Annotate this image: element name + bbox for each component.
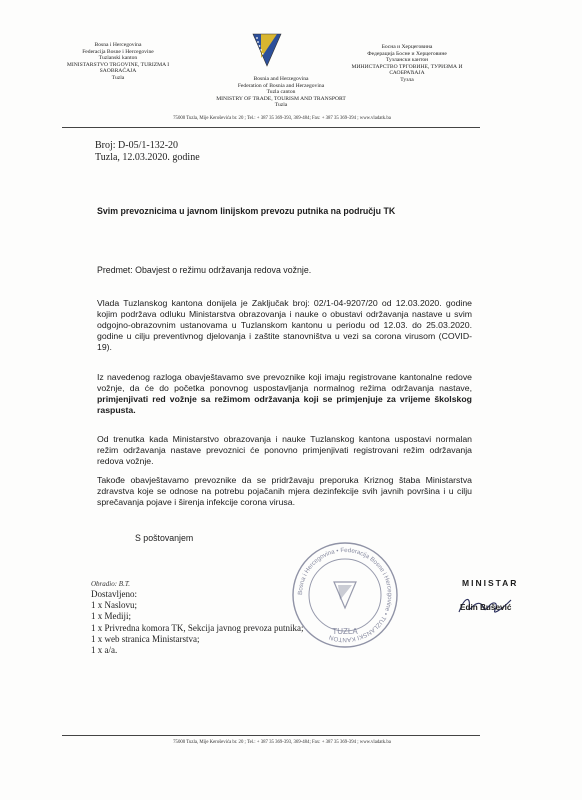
distribution-list xyxy=(91,589,304,656)
processed-by: Obradio: B.T. xyxy=(91,580,130,588)
footer-divider xyxy=(62,735,480,736)
distribution-heading: Dostavljeno: xyxy=(91,589,137,599)
header-left-line: MINISTARSTVO TRGOVINE, TURIZMA I SAOBRAĆAJA xyxy=(66,61,170,75)
stamp-ring-text: Bosna i Hercegovina • Federacija Bosne i Hercegovine • TUZLANSKI KANTON xyxy=(296,546,394,644)
closing-regards: S poštovanjem xyxy=(135,533,194,543)
header-left-line: Tuzlanski kanton xyxy=(98,55,138,62)
official-stamp xyxy=(290,540,400,650)
body-paragraph-2-text: Iz navedenog razloga obavještavamo sve prevoznike koji imaju registrovane kantonalne redove vožnje, da će do početka ponovnog uspostavljanja normalnog režima održavanja nastave, xyxy=(97,372,472,393)
header-right-line: Федерација Босне и Херцеговине xyxy=(367,50,447,57)
distribution-item: 1 x web stranica Ministarstva; xyxy=(91,633,200,644)
distribution-item: 1 x a/a. xyxy=(91,645,118,656)
header-divider xyxy=(62,127,480,128)
body-paragraph-2 xyxy=(97,372,472,416)
distribution-item: 1 x Mediji; xyxy=(91,611,131,622)
header-right-line: Тузла xyxy=(400,76,414,83)
body-paragraph-3: Od trenutka kada Ministarstvo obrazovanja i nauke Tuzlanskog kantona uspostavi normalan režim održavanja nastave prevoznici će ponovno primjenjivati registrovani režim održavanja redova vožnje. xyxy=(97,434,472,466)
header-right-block xyxy=(336,44,478,84)
stamp-city: TUZLA xyxy=(332,627,358,636)
distribution-item: 1 x Privredna komora TK, Sekcija javnog prevoza putnika; xyxy=(91,622,304,633)
recipient-line: Svim prevoznicima u javnom linijskom prevozu putnika na području TK xyxy=(97,206,396,216)
distribution-item: 1 x Naslovu; xyxy=(91,600,137,611)
body-paragraph-4: Takođe obavještavamo prevoznike da se pridržavaju preporuka Kriznog štaba Ministarstva zdravstva koje se odnose na potrebu pojačanih mjera dezinfekcije svih javnih površina i u cilju sprečavanja pojave i širenja infekcije corona virusa. xyxy=(97,475,472,507)
subject-line: Predmet: Obavjest o režimu održavanja redova vožnje. xyxy=(97,265,312,275)
header-center-line: Bosnia and Herzegovina xyxy=(253,76,309,82)
reference-date: Tuzla, 12.03.2020. godine xyxy=(95,152,200,163)
footer-address: 75000 Tuzla, Mije Keroševića br. 20 ; Tel.: + 387 35 369-393, 369-484; Fax: + 387 35 369-394 ; www.vladatk.ba xyxy=(173,740,391,745)
body-paragraph-1: Vlada Tuzlanskog kantona donijela je Zaključak broj: 02/1-04-9207/20 od 12.03.2020. godine kojim podržava odluku Ministarstva obrazovanja i nauke o obustavi održavanja nastave u svim odgojno-obrazovnim ustanovama u Tuzlanskom kantonu u periodu od 12.03. do 25.03.2020. godine u cilju preventivnog djelovanja i zaštite stanovništva u vezi sa corona virusom (COVID-19). xyxy=(97,298,472,352)
signatory-title: MINISTAR xyxy=(462,578,519,588)
header-left-block xyxy=(62,42,174,82)
header-right-line: МИНИСТАРСТВО ТРГОВИНЕ, ТУРИЗМА И САОБРАЋАЈА xyxy=(351,63,463,77)
header-center-line: MINISTRY OF TRADE, TOURISM AND TRANSPORT xyxy=(216,95,346,102)
header-center-line: Federation of Bosnia and Herzegovina xyxy=(237,82,325,89)
body-paragraph-2-emphasis: primjenjivati red vožnje sa režimom održavanja koji se primjenjuje za vrijeme školskog raspusta. xyxy=(97,394,472,415)
header-center-line: Tuzla canton xyxy=(266,89,296,96)
header-right-line: Босна и Херцеговина xyxy=(381,44,433,50)
header-center-block xyxy=(215,76,347,109)
header-left-line: Bosna i Hercegovina xyxy=(94,42,142,48)
coat-of-arms-icon xyxy=(247,30,287,70)
header-left-line: Federacija Bosne i Hercegovine xyxy=(82,48,154,55)
signatory-name: Edin Bušević xyxy=(460,603,512,612)
header-address: 75000 Tuzla, Mije Keroševića br. 20 ; Tel.: + 387 35 369-393, 369-484; Fax: + 387 35 369-394 ; www.vladatk.ba xyxy=(173,116,391,121)
header-right-line: Тузлански кантон xyxy=(385,57,429,64)
reference-number: Broj: D-05/1-132-20 xyxy=(95,140,179,151)
header-center-line: Tuzla xyxy=(274,102,288,109)
header-left-line: Tuzla xyxy=(111,74,125,81)
